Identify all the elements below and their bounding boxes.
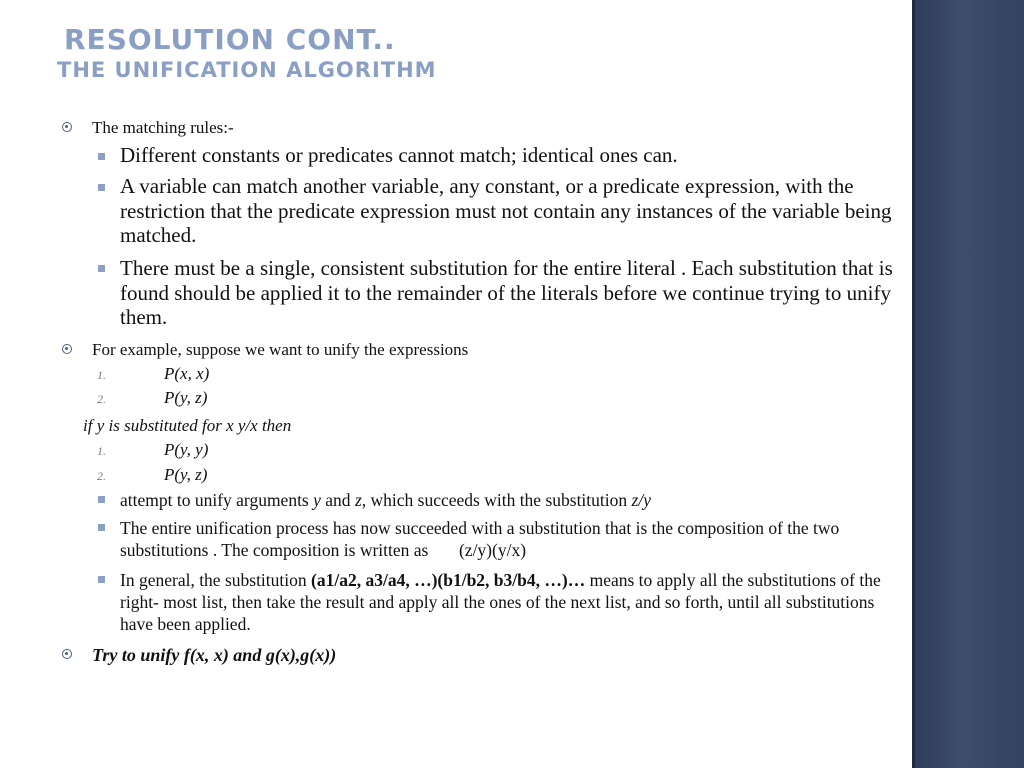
list-number: 2. <box>97 469 106 483</box>
rule-variable: A variable can match another variable, any constant, or a predicate expression, with the restriction that the predicate expression must not contain any instances of the variable being matched. <box>120 174 892 247</box>
square-bullet-icon <box>98 496 105 503</box>
try-unify-text: Try to unify f(x, x) and g(x),g(x)) <box>92 645 337 665</box>
attempt-mid: and <box>320 490 355 510</box>
decorative-sidebar <box>912 0 1024 768</box>
example-intro-text: For example, suppose we want to unify the expressions <box>92 340 469 359</box>
title-line1: RESOLUTION CONT.. <box>64 23 396 56</box>
attempt-arg1: y <box>313 490 321 510</box>
general-post: means to apply all the substitutions of the right- most list, then take the result and apply all the ones of the next list, and so forth, until all substitutions have been applied. <box>120 570 881 634</box>
general-pre: In general, the substitution <box>120 570 312 590</box>
expression-item: P(y, y) <box>164 440 209 459</box>
circle-bullet-icon <box>62 344 72 354</box>
attempt-subst: z/y <box>631 490 651 510</box>
attempt-pre: attempt to unify arguments <box>120 490 314 510</box>
attempt-post: which succeeds with the substitution <box>366 490 632 510</box>
title-line2: THE UNIFICATION ALGORITHM <box>57 58 437 82</box>
square-bullet-icon <box>98 524 105 531</box>
circle-bullet-icon <box>62 649 72 659</box>
list-number: 1. <box>97 444 106 458</box>
square-bullet-icon <box>98 576 105 583</box>
square-bullet-icon <box>98 184 105 191</box>
slide-title <box>57 23 437 82</box>
circle-bullet-icon <box>62 122 72 132</box>
rule-substitution: There must be a single, consistent substitution for the entire literal . Each substitution that is found should be applied it to the remainder of the literals before we continue trying to unify them. <box>120 256 893 329</box>
list-number: 2. <box>97 392 106 406</box>
expression-item: P(x, x) <box>164 364 210 383</box>
attempt-arg2: z, <box>354 490 367 510</box>
entire-process-text: The entire unification process has now succeeded with a substitution that is the composition of the two substitutions . The composition is written as (z/y)(y/x) <box>120 518 844 560</box>
general-bold: (a1/a2, a3/a4, …)(b1/b2, b3/b4, …)… <box>311 570 586 590</box>
expression-item: P(y, z) <box>164 388 208 407</box>
expression-item: P(y, z) <box>164 465 208 484</box>
square-bullet-icon <box>98 153 105 160</box>
rule-constants: Different constants or predicates cannot match; identical ones can. <box>120 143 678 167</box>
list-number: 1. <box>97 368 106 382</box>
matching-rules-text: The matching rules:- <box>92 118 234 137</box>
general-substitution-text <box>120 569 910 635</box>
attempt-unify-text <box>120 489 910 511</box>
square-bullet-icon <box>98 265 105 272</box>
substitution-note: if y is substituted for x y/x then <box>83 416 292 435</box>
